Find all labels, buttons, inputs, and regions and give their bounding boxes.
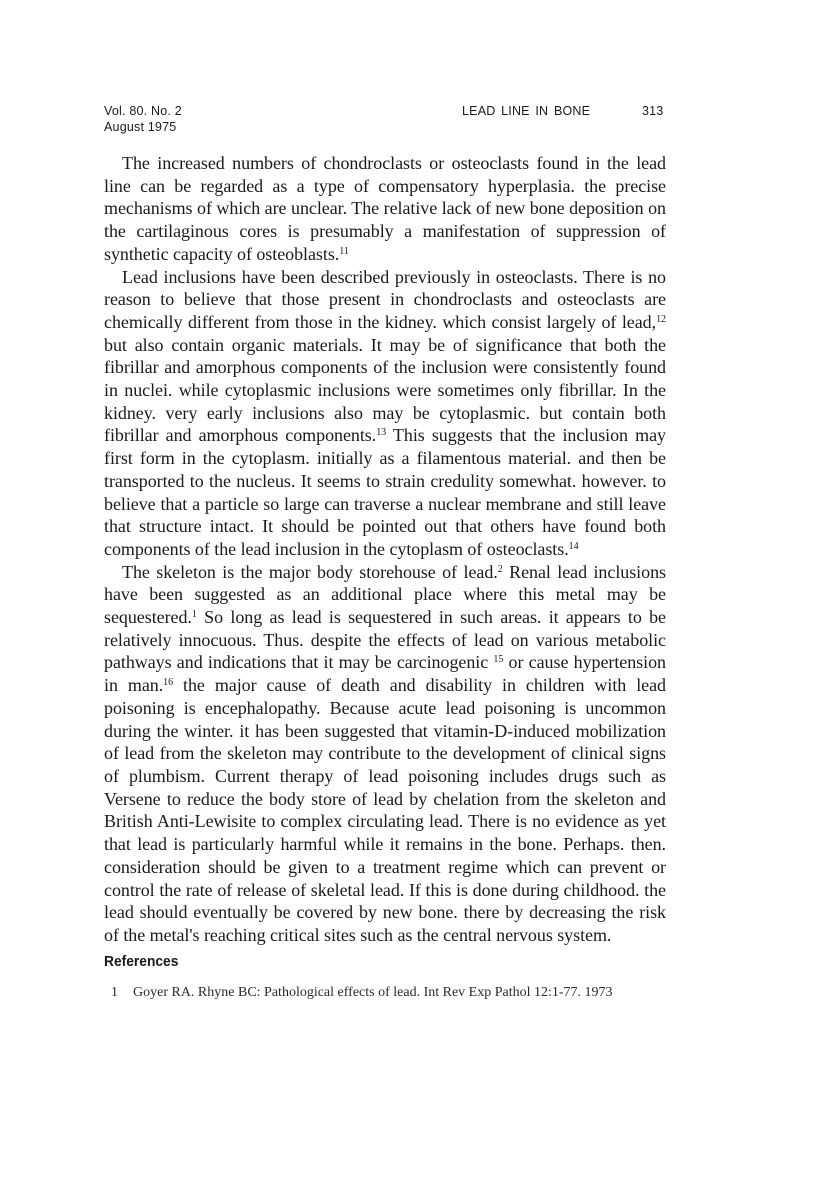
paragraph xyxy=(104,266,666,561)
paragraph-text: the major cause of death and disability in children with lead poisoning is encephalopathy. Because acute lead poisoning is uncommon during the winter. it has been suggested that vitamin-D-induced mobilization of lead from the skeleton may contribute to the development of clinical signs of plumbism. Current therapy of lead poisoning includes drugs such as Versene to reduce the body store of lead by chelation from the skeleton and British Anti-Lewisite to complex circulating lead. There is no evidence as yet that lead is particularly harmful while it remains in the bone. Perhaps. then. consideration should be given to a treatment regime which can prevent or control the rate of release of skeletal lead. If this is done during childhood. the lead should eventually be covered by new bone. there by decreasing the risk of the metal's reaching critical sites such as the central nervous system. xyxy=(104,675,666,945)
citation-marker: 13 xyxy=(376,427,387,439)
citation-marker: 1 xyxy=(191,609,197,621)
references-heading: References xyxy=(104,953,179,970)
citation-marker: 12 xyxy=(656,313,666,325)
paragraph-text: Lead inclusions have been described previously in osteoclasts. There is no reason to believe that those present in chondroclasts and osteoclasts are chemically different from those in the kidney. which consist largely of lead, xyxy=(104,266,666,332)
journal-date: August 1975 xyxy=(104,120,177,134)
paragraph-text: So long as lead is sequestered in such areas. it appears to be relatively innocuous. Thus. despite the effects of lead on various metabolic pathways and indications that it may be carcinogenic xyxy=(104,607,666,673)
paragraph-text: or cause hypertension in man. xyxy=(104,652,666,696)
page-number: 313 xyxy=(642,104,664,118)
reference-number: 1 xyxy=(111,985,118,1000)
citation-marker: 2 xyxy=(497,563,503,575)
article-body xyxy=(104,152,666,947)
citation-marker: 16 xyxy=(163,677,174,689)
paragraph xyxy=(104,561,666,947)
running-title: LEAD LINE IN BONE xyxy=(462,104,591,118)
citation-marker: 15 xyxy=(493,654,504,666)
paragraph-text: but also contain organic materials. It may be of significance that both the fibrillar and amorphous components of the inclusion were consistently found in nuclei. while cytoplasmic inclusions were sometimes only fibrillar. In the kidney. very early inclusions also may be cytoplasmic. but contain both fibrillar and amorphous components. xyxy=(104,334,666,446)
reference-item xyxy=(104,984,666,1001)
citation-marker: 11 xyxy=(339,245,349,257)
reference-text: Goyer RA. Rhyne BC: Pathological effects of lead. Int Rev Exp Pathol 12:1-77. 1973 xyxy=(133,985,613,1000)
paragraph-text: Renal lead inclusions have been suggested as an additional place where this metal may be sequestered. xyxy=(104,561,666,628)
citation-marker: 14 xyxy=(568,540,579,552)
paragraph-text: The increased numbers of chondroclasts or osteoclasts found in the lead line can be regarded as a type of compensatory hyperplasia. the precise mechanisms of which are unclear. The relative lack of new bone deposition on the cartilaginous cores is presumably a manifestation of suppression of synthetic capacity of osteoblasts. xyxy=(104,153,666,264)
paragraph xyxy=(104,152,666,266)
paragraph-text: This suggests that the inclusion may first form in the cytoplasm. initially as a filamentous material. and then be transported to the nucleus. It seems to strain credulity somewhat. however. to believe that a particle so large can traverse a nuclear membrane and still leave that structure intact. It should be pointed out that others have found both components of the lead inclusion in the cytoplasm of osteoclasts. xyxy=(104,425,666,559)
journal-citation xyxy=(104,103,182,135)
journal-volume: Vol. 80. No. 2 xyxy=(104,104,182,118)
paragraph-text: The skeleton is the major body storehouse of lead. xyxy=(122,561,498,582)
